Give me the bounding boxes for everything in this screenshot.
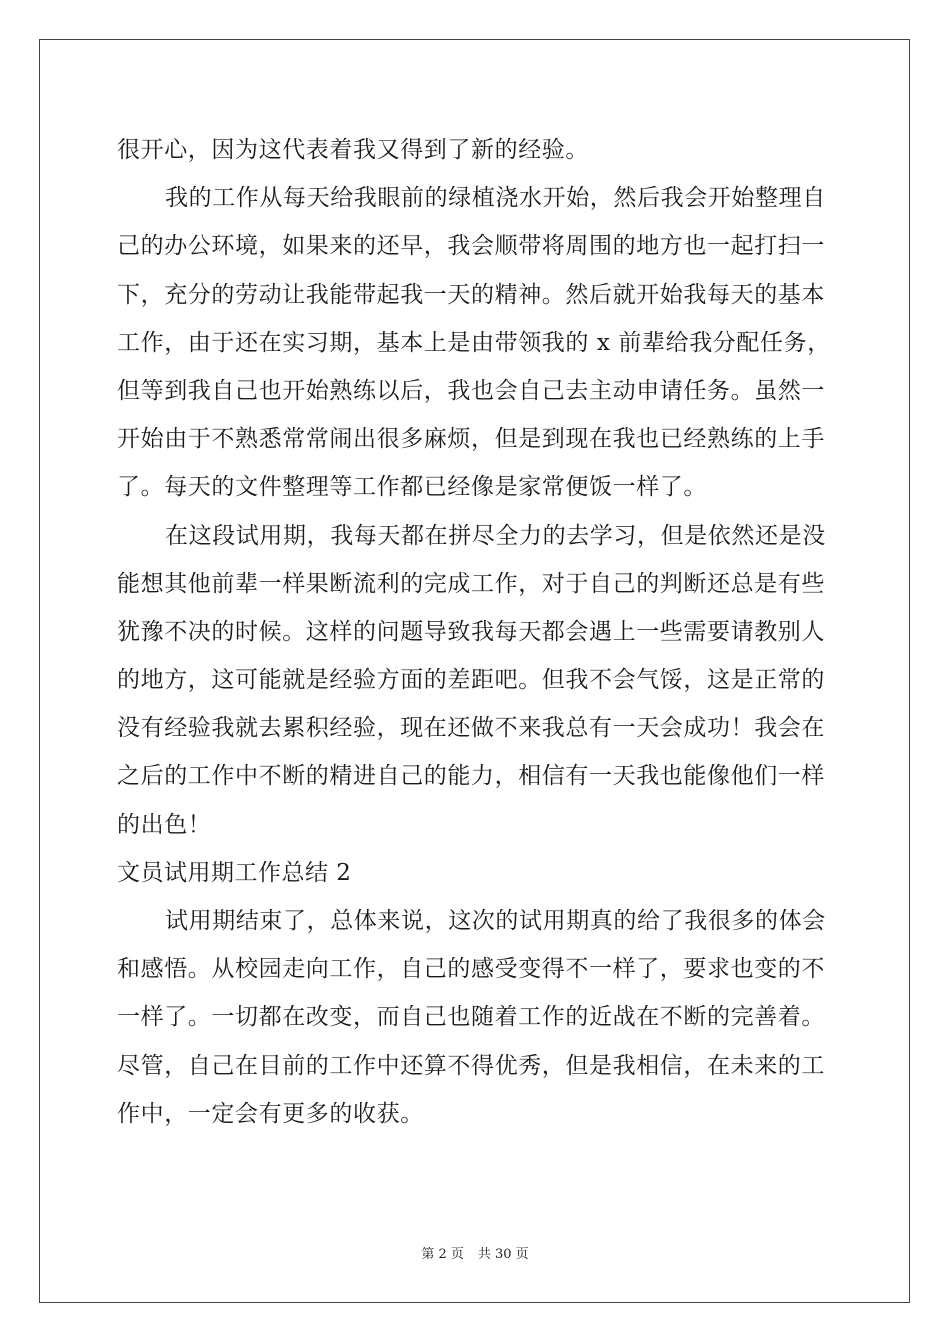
body-line: 己的办公环境，如果来的还早，我会顺带将周围的地方也一起打扫一 (117, 233, 825, 260)
page-total: 共 30 页 (477, 1247, 529, 1262)
paragraph-start-line: 在这段试用期，我每天都在拼尽全力的去学习，但是依然还是没 (165, 522, 826, 549)
body-line: 下，充分的劳动让我能带起我一天的精神。然后就开始我每天的基本 (117, 281, 825, 308)
page-number: 第 2 页 (421, 1247, 464, 1262)
body-line: 的地方，这可能就是经验方面的差距吧。但我不会气馁，这是正常的 (117, 667, 825, 694)
body-line: 尽管，自己在目前的工作中还算不得优秀，但是我相信，在未来的工 (117, 1052, 825, 1079)
body-line: 能想其他前辈一样果断流利的完成工作，对于自己的判断还总是有些 (117, 570, 825, 597)
body-line: 开始由于不熟悉常常闹出很多麻烦，但是到现在我也已经熟练的上手 (117, 426, 825, 453)
body-line: 没有经验我就去累积经验，现在还做不来我总有一天会成功！我会在 (117, 715, 825, 742)
body-line: 和感悟。从校园走向工作，自己的感受变得不一样了，要求也变的不 (117, 956, 825, 983)
paragraph-start-line: 试用期结束了，总体来说，这次的试用期真的给了我很多的体会 (165, 908, 826, 934)
body-line: 工作，由于还在实习期，基本上是由带领我的 x 前辈给我分配任务， (117, 329, 831, 356)
section-heading: 文员试用期工作总结 2 (117, 859, 352, 886)
page-footer (0, 1245, 950, 1265)
body-line: 了。每天的文件整理等工作都已经像是家常便饭一样了。 (117, 474, 707, 501)
body-line: 但等到我自己也开始熟练以后，我也会自己去主动申请任务。虽然一 (117, 377, 825, 404)
body-line: 的出色！ (117, 811, 212, 838)
paragraph-start-line: 我的工作从每天给我眼前的绿植浇水开始，然后我会开始整理自 (165, 185, 826, 212)
body-line: 犹豫不决的时候。这样的问题导致我每天都会遇上一些需要请教别人 (117, 618, 825, 645)
body-line: 一样了。一切都在改变，而自己也随着工作的近战在不断的完善着。 (117, 1004, 825, 1031)
body-line: 很开心，因为这代表着我又得到了新的经验。 (117, 137, 589, 163)
body-line: 作中，一定会有更多的收获。 (117, 1100, 424, 1127)
document-body (117, 126, 833, 1138)
body-line: 之后的工作中不断的精进自己的能力，相信有一天我也能像他们一样 (117, 763, 825, 790)
